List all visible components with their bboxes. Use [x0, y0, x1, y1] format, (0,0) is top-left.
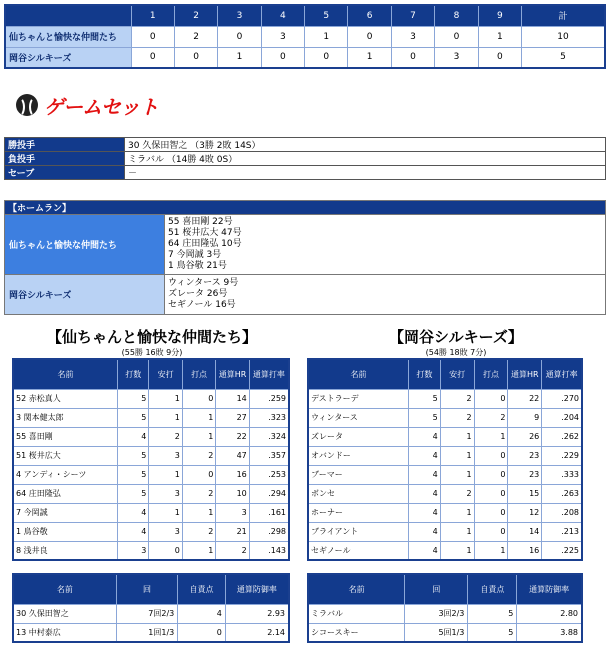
pitching-header: 回: [405, 574, 468, 604]
batting-header: 安打: [440, 359, 474, 389]
stat-cell: 21: [216, 522, 249, 541]
player-name: 51 桜井広大: [13, 446, 118, 465]
stat-cell: 1: [440, 503, 474, 522]
table-row: [308, 503, 582, 522]
score-cell: 1: [348, 47, 391, 68]
homerun-header: 【ホームラン】: [5, 201, 606, 215]
score-cell: 1: [218, 47, 261, 68]
stat-cell: .253: [249, 465, 289, 484]
stat-cell: 0: [474, 503, 508, 522]
decision-value: ミラバル （14勝 4敗 0S）: [125, 152, 606, 166]
stat-cell: .262: [542, 427, 582, 446]
stat-cell: .263: [542, 484, 582, 503]
player-name: 3 関本健太郎: [13, 408, 118, 427]
pitching-header-row: [308, 574, 582, 604]
stat-cell: 1: [440, 446, 474, 465]
baseball-icon: [16, 94, 38, 116]
player-name: 1 鳥谷敬: [13, 522, 118, 541]
stat-cell: 3: [118, 541, 149, 560]
score-cell: 0: [435, 26, 478, 47]
stat-cell: 23: [508, 446, 542, 465]
stat-cell: 7回2/3: [116, 604, 178, 623]
stat-cell: 0: [474, 446, 508, 465]
player-name: ズレータ: [308, 427, 409, 446]
stat-cell: 10: [216, 484, 249, 503]
stat-cell: 2: [474, 408, 508, 427]
stat-cell: 5: [409, 389, 441, 408]
game-set-title: [16, 92, 196, 118]
stat-cell: 15: [508, 484, 542, 503]
team-name: 岡谷シルキーズ: [5, 47, 131, 68]
stat-cell: 5: [118, 465, 149, 484]
batting-header: 安打: [149, 359, 182, 389]
stat-cell: 14: [216, 389, 249, 408]
inning-total: 計: [522, 5, 605, 26]
table-row: [13, 446, 289, 465]
score-cell: 0: [305, 47, 348, 68]
scoreboard-corner: [5, 5, 131, 26]
stat-cell: 4: [409, 446, 441, 465]
stat-cell: 4: [178, 604, 226, 623]
pitching-header-row: [13, 574, 289, 604]
batting-header: 打点: [474, 359, 508, 389]
stat-cell: 5: [468, 604, 517, 623]
score-cell: 0: [478, 47, 521, 68]
inning-5: 5: [305, 5, 348, 26]
table-row: [308, 623, 582, 642]
player-name: セギノール: [308, 541, 409, 560]
inning-4: 4: [261, 5, 304, 26]
decision-label: セーブ: [5, 166, 125, 180]
table-row: [308, 522, 582, 541]
stat-cell: 2: [216, 541, 249, 560]
stat-cell: 5: [118, 446, 149, 465]
homerun-list: [165, 215, 606, 275]
score-cell: 1: [478, 26, 521, 47]
stat-cell: 0: [149, 541, 182, 560]
stat-cell: 1: [440, 541, 474, 560]
batting-header: 打数: [409, 359, 441, 389]
batting-table-home: [12, 358, 290, 561]
stat-cell: 0: [178, 623, 226, 642]
pitching-header: 自責点: [468, 574, 517, 604]
score-cell: 3: [435, 47, 478, 68]
decision-label: 負投手: [5, 152, 125, 166]
score-cell: 0: [131, 47, 174, 68]
batting-header: 打点: [182, 359, 215, 389]
stat-cell: 4: [118, 427, 149, 446]
stat-cell: .143: [249, 541, 289, 560]
stat-cell: 5: [118, 484, 149, 503]
stat-cell: 9: [508, 408, 542, 427]
stat-cell: 5: [468, 623, 517, 642]
stat-cell: .259: [249, 389, 289, 408]
table-row: [13, 408, 289, 427]
batting-header-row: [13, 359, 289, 389]
inning-1: 1: [131, 5, 174, 26]
stat-cell: .323: [249, 408, 289, 427]
decision-row: [5, 152, 606, 166]
pitcher-name: 30 久保田智之: [13, 604, 116, 623]
player-name: 55 喜田剛: [13, 427, 118, 446]
homerun-team: 岡谷シルキーズ: [5, 275, 165, 315]
stat-cell: 3: [149, 522, 182, 541]
pitching-header: 自責点: [178, 574, 226, 604]
score-cell: 0: [174, 47, 217, 68]
inning-6: 6: [348, 5, 391, 26]
player-name: 52 赤松真人: [13, 389, 118, 408]
stat-cell: 2: [182, 484, 215, 503]
stat-cell: 0: [474, 484, 508, 503]
pitcher-name: シコースキー: [308, 623, 405, 642]
stat-cell: 4: [409, 522, 441, 541]
table-row: [308, 541, 582, 560]
stat-cell: 27: [216, 408, 249, 427]
stat-cell: 1: [440, 427, 474, 446]
table-row: [308, 389, 582, 408]
table-row: [308, 484, 582, 503]
batting-header-row: [308, 359, 582, 389]
table-row: [13, 427, 289, 446]
table-row: [308, 604, 582, 623]
stat-cell: 3回2/3: [405, 604, 468, 623]
decision-value: －: [125, 166, 606, 180]
batting-table-away: [307, 358, 583, 561]
score-cell: 3: [261, 26, 304, 47]
stat-cell: .229: [542, 446, 582, 465]
stat-cell: 3.88: [517, 623, 582, 642]
batting-header: 名前: [13, 359, 118, 389]
player-name: 64 庄田隆弘: [13, 484, 118, 503]
stat-cell: 2.93: [225, 604, 289, 623]
homerun-row: [5, 215, 606, 275]
player-name: オバンドー: [308, 446, 409, 465]
stat-cell: 4: [409, 503, 441, 522]
stat-cell: 26: [508, 427, 542, 446]
table-row: [13, 541, 289, 560]
stat-cell: 1: [182, 427, 215, 446]
batting-header: 通算HR: [508, 359, 542, 389]
pitcher-name: ミラバル: [308, 604, 405, 623]
batting-title-away: 【岡谷シルキーズ】: [389, 328, 523, 346]
stat-cell: 4: [409, 484, 441, 503]
table-row: [308, 446, 582, 465]
score-cell: 0: [391, 47, 434, 68]
decision-value: 30 久保田智之 （3勝 2敗 14S）: [125, 138, 606, 152]
stat-cell: .298: [249, 522, 289, 541]
inning-9: 9: [478, 5, 521, 26]
table-row: [13, 389, 289, 408]
stat-cell: 3: [149, 446, 182, 465]
batting-title-home: 【仙ちゃんと愉快な仲間たち】: [46, 328, 257, 346]
player-name: 7 今岡誠: [13, 503, 118, 522]
stat-cell: .225: [542, 541, 582, 560]
stat-cell: 2.80: [517, 604, 582, 623]
player-name: 4 アンディ・シーツ: [13, 465, 118, 484]
homerun-item: ズレータ 26号: [168, 289, 228, 299]
table-row: [13, 484, 289, 503]
decision-label: 勝投手: [5, 138, 125, 152]
stat-cell: 1: [182, 408, 215, 427]
table-row: [308, 465, 582, 484]
inning-8: 8: [435, 5, 478, 26]
stat-cell: .213: [542, 522, 582, 541]
decision-row: [5, 138, 606, 152]
scoreboard-table: [4, 4, 606, 69]
stat-cell: 22: [216, 427, 249, 446]
stat-cell: .208: [542, 503, 582, 522]
scoreboard-row: [5, 47, 605, 68]
player-name: ブライアント: [308, 522, 409, 541]
stat-cell: .333: [542, 465, 582, 484]
team-name: 仙ちゃんと愉快な仲間たち: [5, 26, 131, 47]
batting-header: 名前: [308, 359, 409, 389]
pitching-header: 通算防御率: [225, 574, 289, 604]
stat-cell: 22: [508, 389, 542, 408]
stat-cell: 1: [440, 465, 474, 484]
table-row: [308, 408, 582, 427]
inning-2: 2: [174, 5, 217, 26]
stat-cell: .294: [249, 484, 289, 503]
score-cell: 3: [391, 26, 434, 47]
inning-3: 3: [218, 5, 261, 26]
score-cell: 1: [305, 26, 348, 47]
stat-cell: 1: [149, 503, 182, 522]
stat-cell: 0: [182, 465, 215, 484]
stat-cell: 0: [474, 522, 508, 541]
stat-cell: 4: [118, 522, 149, 541]
stat-cell: 1: [474, 541, 508, 560]
homerun-item: 7 今岡誠 3号: [168, 250, 222, 260]
stat-cell: 5: [118, 389, 149, 408]
player-name: ホーナー: [308, 503, 409, 522]
pitching-table-away: [307, 573, 583, 643]
stat-cell: 0: [474, 465, 508, 484]
stat-cell: 1回1/3: [116, 623, 178, 642]
stat-cell: 1: [474, 427, 508, 446]
score-cell: 0: [131, 26, 174, 47]
stat-cell: 1: [182, 503, 215, 522]
batting-header: 打数: [118, 359, 149, 389]
score-cell: 2: [174, 26, 217, 47]
table-row: [13, 522, 289, 541]
stat-cell: 3: [149, 484, 182, 503]
player-name: ブーマー: [308, 465, 409, 484]
homerun-item: 1 鳥谷敬 21号: [168, 261, 227, 271]
stat-cell: 2: [149, 427, 182, 446]
homerun-row: [5, 275, 606, 315]
scoreboard-row: [5, 26, 605, 47]
stat-cell: .357: [249, 446, 289, 465]
stat-cell: 4: [409, 427, 441, 446]
stat-cell: 4: [409, 541, 441, 560]
game-set-text: ゲームセット: [44, 94, 158, 119]
pitching-header: 回: [116, 574, 178, 604]
score-cell: 0: [261, 47, 304, 68]
score-cell: 0: [218, 26, 261, 47]
pitching-header: 通算防御率: [517, 574, 582, 604]
stat-cell: 5: [118, 408, 149, 427]
stat-cell: 14: [508, 522, 542, 541]
player-name: 8 浅井良: [13, 541, 118, 560]
stat-cell: .270: [542, 389, 582, 408]
table-row: [13, 623, 289, 642]
stat-cell: 0: [474, 389, 508, 408]
pitcher-name: 13 中村泰広: [13, 623, 116, 642]
stat-cell: 5回1/3: [405, 623, 468, 642]
batting-header: 通算打率: [249, 359, 289, 389]
homerun-item: 64 庄田隆弘 10号: [168, 239, 242, 249]
stat-cell: 2: [440, 389, 474, 408]
player-name: デストラーデ: [308, 389, 409, 408]
stat-cell: 1: [440, 522, 474, 541]
stat-cell: 23: [508, 465, 542, 484]
stat-cell: 3: [216, 503, 249, 522]
stat-cell: .204: [542, 408, 582, 427]
score-cell: 0: [348, 26, 391, 47]
stat-cell: 0: [182, 389, 215, 408]
stat-cell: 1: [149, 389, 182, 408]
stat-cell: 16: [216, 465, 249, 484]
inning-7: 7: [391, 5, 434, 26]
homerun-item: 51 桜井広大 47号: [168, 228, 242, 238]
decision-row: [5, 166, 606, 180]
stat-cell: 1: [149, 465, 182, 484]
score-total: 10: [522, 26, 605, 47]
batting-header: 通算HR: [216, 359, 249, 389]
pitching-table-home: [12, 573, 290, 643]
stat-cell: 12: [508, 503, 542, 522]
stat-cell: .161: [249, 503, 289, 522]
homerun-table: [4, 200, 606, 315]
homerun-item: セギノール 16号: [168, 300, 236, 310]
stat-cell: 2: [440, 484, 474, 503]
table-row: [308, 427, 582, 446]
table-row: [13, 604, 289, 623]
scoreboard-header-row: [5, 5, 605, 26]
stat-cell: 2: [182, 446, 215, 465]
stat-cell: .324: [249, 427, 289, 446]
table-row: [13, 503, 289, 522]
pitching-header: 名前: [13, 574, 116, 604]
batting-header: 通算打率: [542, 359, 582, 389]
homerun-team: 仙ちゃんと愉快な仲間たち: [5, 215, 165, 275]
stat-cell: 47: [216, 446, 249, 465]
stat-cell: 1: [149, 408, 182, 427]
player-name: ボンセ: [308, 484, 409, 503]
stat-cell: 2.14: [225, 623, 289, 642]
homerun-list: [165, 275, 606, 315]
stat-cell: 2: [182, 522, 215, 541]
stat-cell: 4: [118, 503, 149, 522]
stat-cell: 16: [508, 541, 542, 560]
stat-cell: 4: [409, 465, 441, 484]
table-row: [13, 465, 289, 484]
stat-cell: 2: [440, 408, 474, 427]
homerun-item: ウィンタース 9号: [168, 278, 239, 288]
player-name: ウィンタース: [308, 408, 409, 427]
pitching-header: 名前: [308, 574, 405, 604]
batting-record-away: (54勝 18敗 7分): [425, 348, 487, 357]
score-total: 5: [522, 47, 605, 68]
decision-table: [4, 137, 606, 180]
stat-cell: 1: [182, 541, 215, 560]
batting-record-home: (55勝 16敗 9分): [121, 348, 183, 357]
homerun-item: 55 喜田剛 22号: [168, 217, 233, 227]
stat-cell: 5: [409, 408, 441, 427]
